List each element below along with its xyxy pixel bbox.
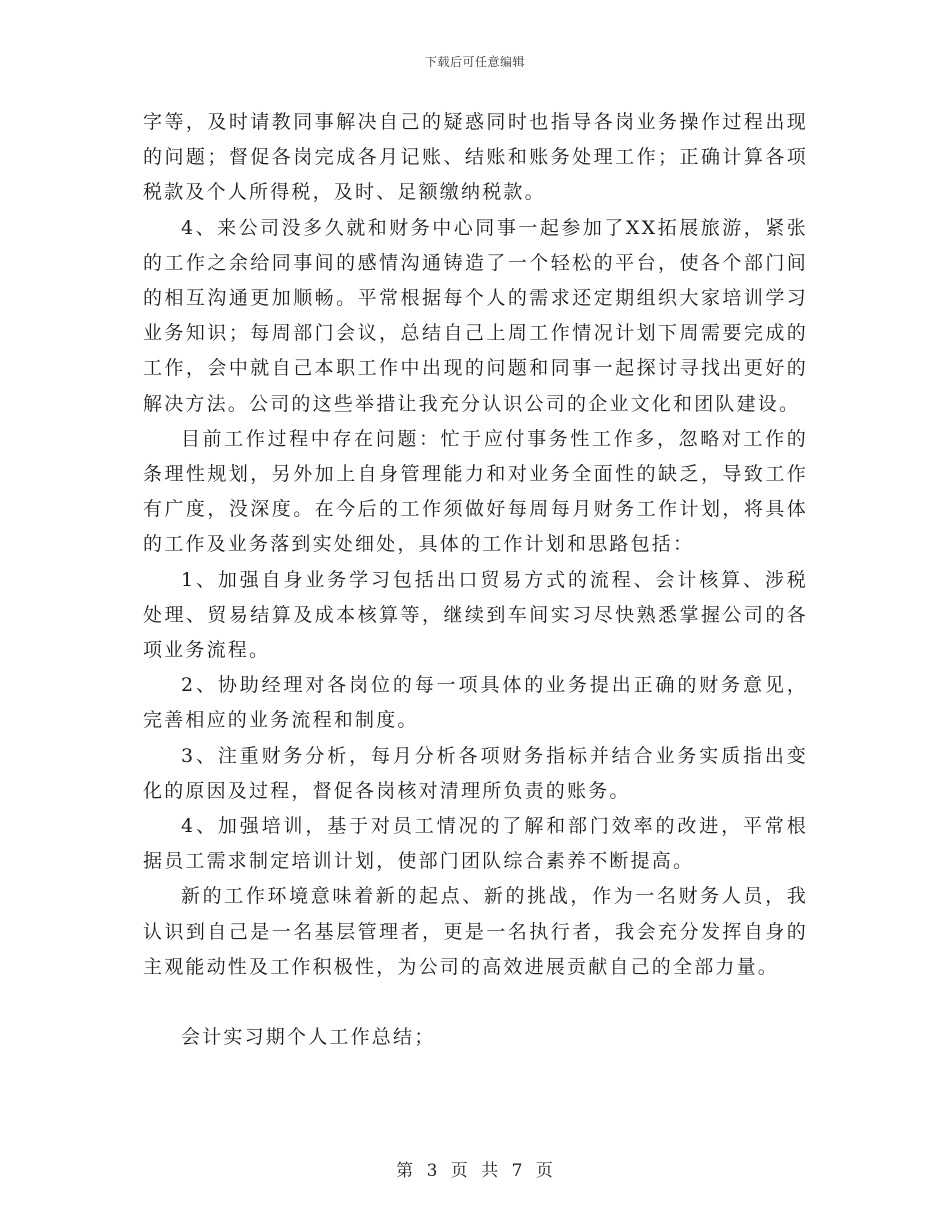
footer-ye-2: 页 <box>535 1161 554 1181</box>
page-number: 3 <box>426 1161 439 1181</box>
paragraph-conclusion: 新的工作环境意味着新的起点、新的挑战，作为一名财务人员，我认识到自己是一名基层管理者，更是一名执行者，我会充分发挥自身的主观能动性及工作积极性，为公司的高效进展贡献自己的全部力量。 <box>143 885 808 978</box>
plan-item-2: 2、协助经理对各岗位的每一项具体的业务提出正确的财务意见，完善相应的业务流程和制度。 <box>143 674 808 732</box>
document-body <box>143 105 808 1055</box>
plan-item-1: 1、加强自身业务学习包括出口贸易方式的流程、会计核算、涉税处理、贸易结算及成本核算等，继续到车间实习尽快熟悉掌握公司的各项业务流程。 <box>143 568 808 662</box>
paragraph-continuation: 字等，及时请教同事解决自己的疑惑同时也指导各岗业务操作过程出现的问题；督促各岗完成各月记账、结账和账务处理工作；正确计算各项税款及个人所得税，及时、足额缴纳税款。 <box>143 111 808 204</box>
total-pages: 7 <box>511 1161 524 1181</box>
paragraph-existing-problems: 目前工作过程中存在问题：忙于应付事务性工作多，忽略对工作的条理性规划，另外加上自身管理能力和对业务全面性的缺乏，导致工作有广度，没深度。在今后的工作须做好每周每月财务工作计划，将具体的工作及业务落到实处细处，具体的工作计划和思路包括： <box>143 427 808 556</box>
paragraph-team-building: 4、来公司没多久就和财务中心同事一起参加了XX拓展旅游，紧张的工作之余给同事间的感情沟通铸造了一个轻松的平台，使各个部门间的相互沟通更加顺畅。平常根据每个人的需求还定期组织大家培训学习业务知识；每周部门会议，总结自己上周工作情况计划下周需要完成的工作，会中就自己本职工作中出现的问题和同事一起探讨寻找出更好的解决方法。公司的这些举措让我充分认识公司的企业文化和团队建设。 <box>143 216 808 415</box>
page-footer <box>0 1156 950 1181</box>
footer-di: 第 <box>396 1161 415 1181</box>
plan-item-3: 3、注重财务分析，每月分析各项财务指标并结合业务实质指出变化的原因及过程，督促各岗核对清理所负责的账务。 <box>143 744 808 802</box>
footer-ye: 页 <box>450 1161 469 1181</box>
footer-gong: 共 <box>481 1161 500 1181</box>
page-header: 下载后可任意编辑 <box>424 55 525 69</box>
plan-item-4: 4、加强培训，基于对员工情况的了解和部门效率的改进，平常根据员工需求制定培训计划，使部门团队综合素养不断提高。 <box>143 815 808 873</box>
section-heading: 会计实习期个人工作总结； <box>181 1026 436 1049</box>
